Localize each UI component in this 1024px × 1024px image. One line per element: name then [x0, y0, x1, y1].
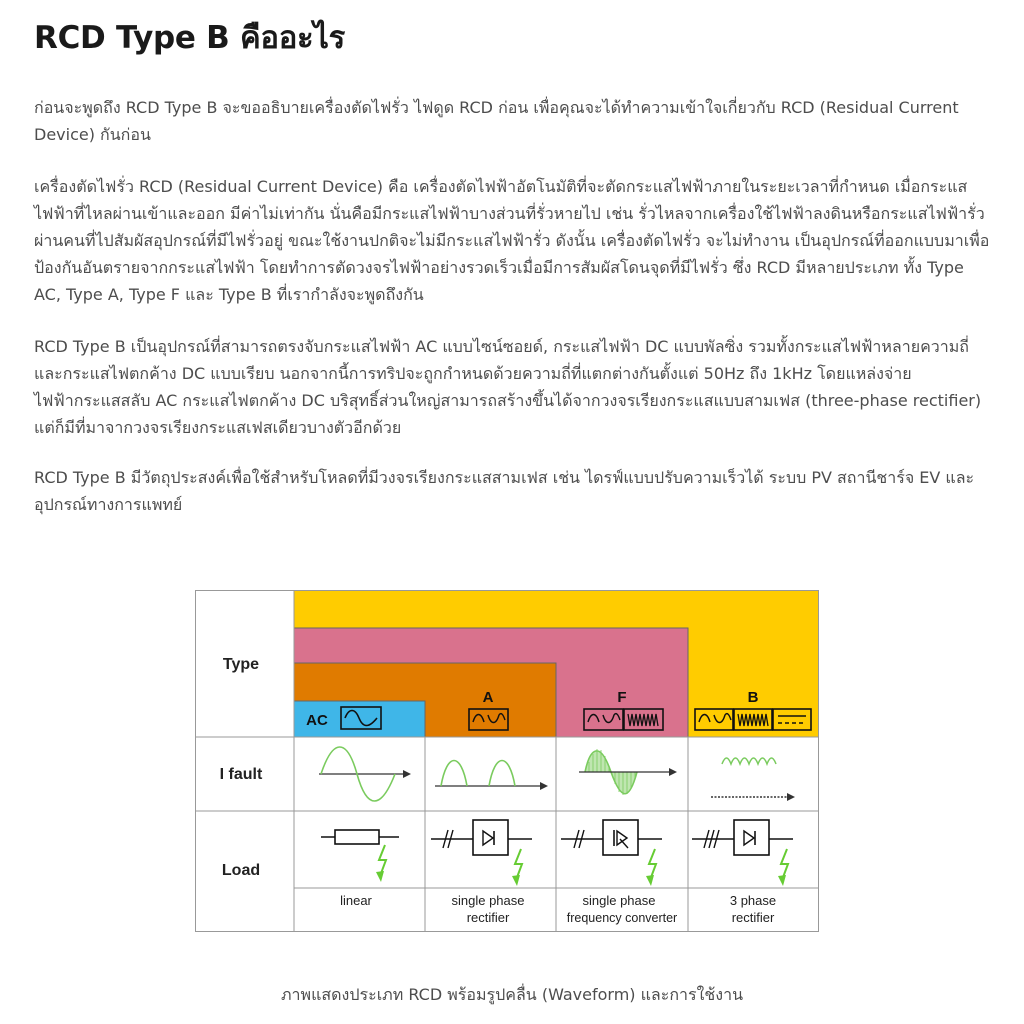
load-label-single-phase-rectifier-line2: rectifier [466, 910, 510, 925]
type-ac-label: AC [306, 712, 328, 729]
rcd-definition-paragraph: เครื่องตัดไฟรั่ว RCD (Residual Current Device) คือ เครื่องตัดไฟฟ้าอัตโนมัติที่จะตัดกระแสไฟฟ้าภายในระยะเวลาที่กำหนด เมื่อกระแสไฟฟ้าที่ไหลผ่านเข้าและออก มีค่าไม่เท่ากัน นั่นคือมีกระแสไฟฟ้าบางส่วนที่รั่วหายไป เช่น รั่วไหลจากเครื่องใช้ไฟฟ้าลงดินหรือกระแสไฟฟ้ารั่วผ่านคนที่ไปสัมผัสอุปกรณ์ที่มีไฟรั่วอยู่ ขณะใช้งานปกติจะไม่มีกระแสไฟฟ้ารั่ว ดังนั้น เครื่องตัดไฟรั่ว จะไม่ทำงาน เป็นอุปกรณ์ที่ออกแบบมาเพื่อป้องกันอันตรายจากกระแสไฟฟ้า โดยทำการตัดวงจรไฟฟ้าอย่างรวดเร็วเมื่อมีการสัมผัสโดนจุดที่มีไฟรั่ว ซึ่ง RCD มีหลายประเภท ทั้ง Type AC, Type A, Type F และ Type B ที่เรากำลังจะพูดถึงกัน [34, 177, 990, 304]
load-label-single-phase-rectifier-line1: single phase [451, 893, 525, 908]
load-label-frequency-converter-line2: frequency converter [566, 911, 678, 925]
load-label-three-phase-rectifier-line1: 3 phase [729, 893, 777, 908]
row-label-type: Type [222, 656, 260, 673]
intro-paragraph: ก่อนจะพูดถึง RCD Type B จะขออธิบายเครื่องตัดไฟรั่ว ไฟดูด RCD ก่อน เพื่อคุณจะได้ทำความเข้าใจเกี่ยวกับ RCD (Residual Current Device) กันก่อน [34, 98, 959, 144]
row-label-fault: I fault [219, 766, 263, 783]
rcd-types-figure [195, 590, 819, 932]
load-label-linear: linear [340, 893, 372, 908]
type-b-description-paragraph: RCD Type B เป็นอุปกรณ์ที่สามารถตรงจับกระแสไฟฟ้า AC แบบไซน์ซอยด์, กระแสไฟฟ้า DC แบบพัลซิ่ง รวมทั้งกระแสไฟฟ้าหลายความถี่และกระแสไฟตกค้าง DC แบบเรียบ นอกจากนี้การทริปจะถูกกำหนดด้วยความถี่ที่แตกต่างกันตั้งแต่ 50Hz ถึง 1kHz โดยแหล่งจ่ายไฟฟ้ากระแสสลับ AC กระแสไฟตกค้าง DC บริสุทธิ์ส่วนใหญ่สามารถสร้างขึ้นได้จากวงจรเรียงกระแสแบบสามเฟส (three-phase rectifier) แต่ก็มีที่มาจากวงจรเรียงกระแสเฟสเดียวบางตัวอีกด้วย [34, 337, 982, 437]
type-f-label: F [617, 689, 627, 706]
figure-caption: ภาพแสดงประเภท RCD พร้อมรูปคลื่น (Waveform) และการใช้งาน [281, 985, 743, 1004]
load-label-frequency-converter-line1: single phase [582, 893, 656, 908]
article-title: RCD Type B คืออะไร [34, 20, 346, 56]
type-b-usage-paragraph: RCD Type B มีวัตถุประสงค์เพื่อใช้สำหรับโหลดที่มีวงจรเรียงกระแสสามเฟส เช่น ไดรฟ์แบบปรับความเร็วได้ ระบบ PV สถานีชาร์จ EV และอุปกรณ์ทางการแพทย์ [34, 468, 975, 514]
load-label-three-phase-rectifier-line2: rectifier [731, 910, 775, 925]
type-b-label: B [747, 689, 759, 706]
row-label-load: Load [221, 862, 261, 879]
type-a-label: A [482, 689, 494, 706]
